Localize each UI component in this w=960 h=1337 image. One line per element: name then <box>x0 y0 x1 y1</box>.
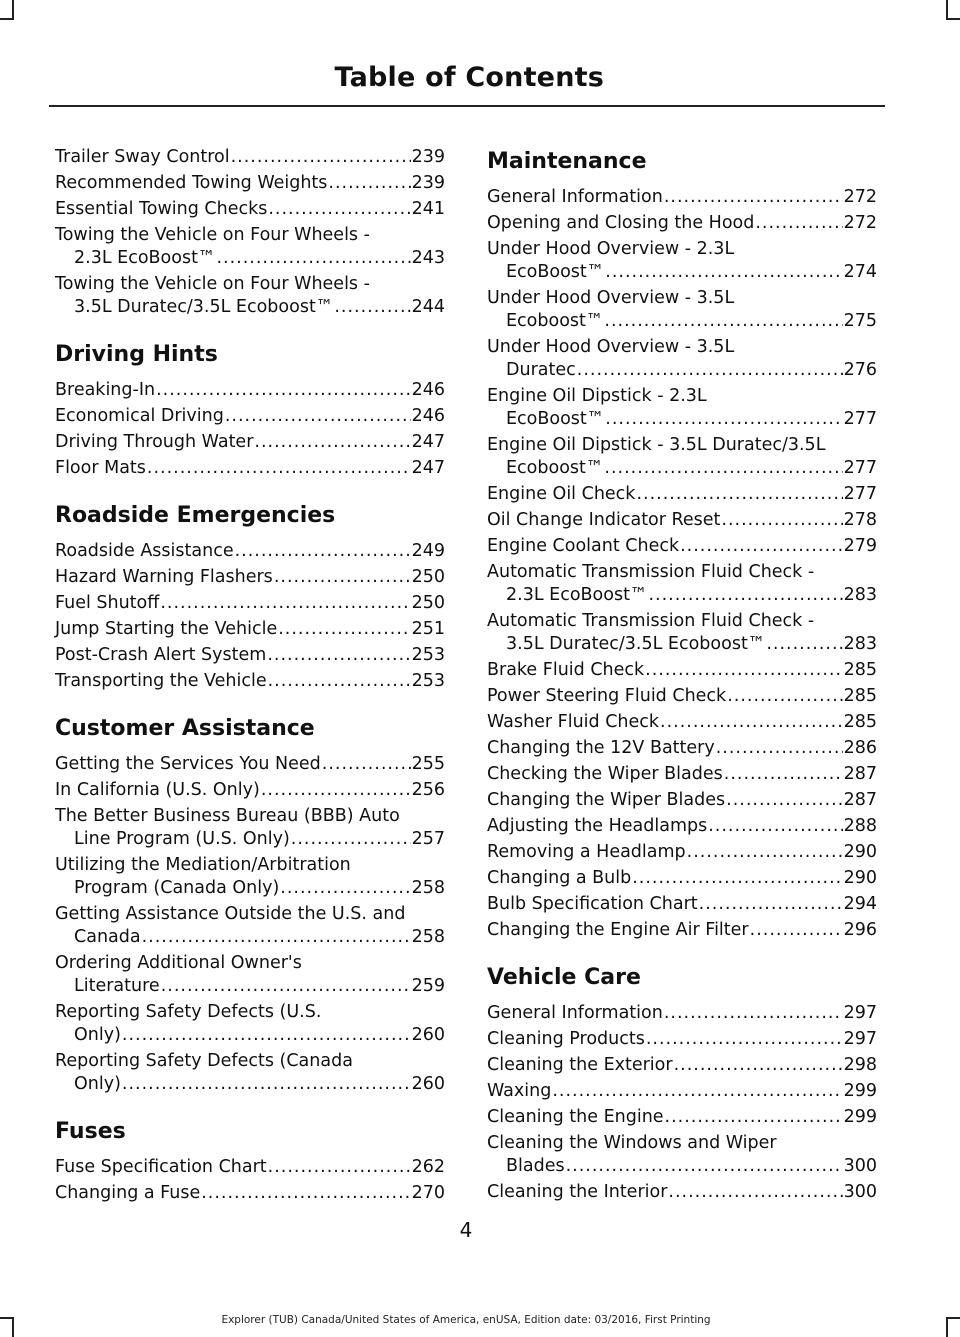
toc-entry-page: 279 <box>843 536 877 556</box>
toc-entry-page: 247 <box>411 432 445 452</box>
toc-entry-page: 246 <box>411 406 445 426</box>
header-divider <box>49 105 885 107</box>
toc-entry[interactable] <box>55 1156 445 1179</box>
dot-leader <box>160 592 410 615</box>
dot-leader <box>225 405 411 428</box>
toc-entry-label: Cleaning the Exterior <box>487 1055 673 1075</box>
dot-leader <box>268 670 411 693</box>
toc-entry-label: Line Program (U.S. Only) <box>74 829 290 849</box>
toc-entry[interactable] <box>487 763 877 786</box>
dot-leader <box>261 779 411 802</box>
toc-entry-label: Duratec <box>506 360 576 380</box>
toc-entry[interactable] <box>55 224 445 270</box>
section-heading: Fuses <box>55 1119 126 1144</box>
toc-entry[interactable] <box>487 1054 877 1077</box>
toc-entry-page: 272 <box>843 213 877 233</box>
toc-entry[interactable] <box>487 212 877 235</box>
toc-entry-label: Engine Oil Check <box>487 484 636 504</box>
toc-entry-page: 244 <box>411 297 445 317</box>
toc-entry-label: Utilizing the Mediation/Arbitration <box>55 855 351 875</box>
toc-entry-label: Breaking-In <box>55 380 156 400</box>
dot-leader <box>724 763 843 786</box>
toc-entry-label: 3.5L Duratec/3.5L Ecoboost™ <box>74 297 334 317</box>
crop-mark <box>0 18 14 20</box>
toc-entry-label: Under Hood Overview - 3.5L <box>487 288 735 308</box>
toc-entry-label: The Better Business Bureau (BBB) Auto <box>55 806 400 826</box>
toc-entry-page: 253 <box>411 671 445 691</box>
toc-entry[interactable] <box>55 198 445 221</box>
dot-leader <box>674 1054 843 1077</box>
toc-entry-label: Engine Coolant Check <box>487 536 680 556</box>
toc-entry-page: 285 <box>843 712 877 732</box>
dot-leader <box>726 789 842 812</box>
section-heading: Maintenance <box>487 149 647 174</box>
toc-entry[interactable] <box>55 540 445 563</box>
dot-leader <box>687 841 843 864</box>
toc-entry-page: 287 <box>843 790 877 810</box>
toc-entry-page: 277 <box>843 458 877 478</box>
dot-leader <box>216 247 410 270</box>
toc-entry-label: Getting Assistance Outside the U.S. and <box>55 904 406 924</box>
dot-leader <box>577 359 843 382</box>
toc-entry-page: 277 <box>843 484 877 504</box>
dot-leader <box>604 457 842 480</box>
toc-entry-page: 290 <box>843 842 877 862</box>
toc-entry-label: Automatic Transmission Fluid Check - <box>487 611 815 631</box>
toc-entry-page: 290 <box>843 868 877 888</box>
dot-leader <box>716 737 843 760</box>
section-heading: Vehicle Care <box>487 965 641 990</box>
toc-entry[interactable] <box>55 805 445 851</box>
toc-entry-label: Power Steering Fluid Check <box>487 686 727 706</box>
dot-leader <box>566 1155 843 1178</box>
toc-entry-page: 243 <box>411 248 445 268</box>
toc-entry-label: Ecoboost™ <box>506 458 604 478</box>
toc-entry-page: 285 <box>843 660 877 680</box>
dot-leader <box>708 815 842 838</box>
toc-entry-label: Program (Canada Only) <box>74 878 280 898</box>
toc-entry-label: Washer Fluid Check <box>487 712 660 732</box>
toc-entry-label: Reporting Safety Defects (U.S. <box>55 1002 322 1022</box>
toc-entry-label: Floor Mats <box>55 458 146 478</box>
toc-entry[interactable] <box>55 618 445 641</box>
toc-entry-label: 2.3L EcoBoost™ <box>506 585 648 605</box>
toc-entry-page: 298 <box>843 1055 877 1075</box>
toc-entry-page: 262 <box>411 1157 445 1177</box>
toc-entry-page: 278 <box>843 510 877 530</box>
dot-leader <box>750 919 843 942</box>
dot-leader <box>604 310 842 333</box>
toc-entry[interactable] <box>487 841 877 864</box>
toc-entry-label: Changing a Fuse <box>55 1183 201 1203</box>
toc-entry-label: Transporting the Vehicle <box>55 671 267 691</box>
toc-entry-page: 258 <box>411 878 445 898</box>
section-heading: Roadside Emergencies <box>55 503 336 528</box>
dot-leader <box>235 540 411 563</box>
toc-entry-page: 258 <box>411 927 445 947</box>
page-number: 4 <box>459 1218 473 1242</box>
toc-entry-label: Post-Crash Alert System <box>55 645 267 665</box>
toc-entry[interactable] <box>55 1050 445 1096</box>
crop-mark <box>946 0 948 20</box>
toc-entry-label: Adjusting the Headlamps <box>487 816 708 836</box>
dot-leader <box>664 1002 843 1025</box>
toc-entry-label: Getting the Services You Need <box>55 754 321 774</box>
toc-entry-label: Reporting Safety Defects (Canada <box>55 1051 353 1071</box>
toc-entry[interactable] <box>487 815 877 838</box>
toc-entry-page: 286 <box>843 738 877 758</box>
dot-leader <box>646 1028 843 1051</box>
toc-entry-label: Economical Driving <box>55 406 224 426</box>
toc-entry-label: Canada <box>74 927 141 947</box>
toc-entry-label: Changing the 12V Battery <box>487 738 715 758</box>
toc-entry-label: Literature <box>74 976 160 996</box>
toc-entry[interactable] <box>487 1132 877 1178</box>
toc-entry-page: 259 <box>411 976 445 996</box>
dot-leader <box>680 535 842 558</box>
toc-entry[interactable] <box>55 146 445 169</box>
dot-leader <box>552 1080 842 1103</box>
dot-leader <box>122 1073 411 1096</box>
toc-entry-label: Bulb Specification Chart <box>487 894 698 914</box>
dot-leader <box>665 1106 843 1129</box>
dot-leader <box>334 296 410 319</box>
dot-leader <box>605 408 842 431</box>
toc-entry-page: 270 <box>411 1183 445 1203</box>
toc-entry[interactable] <box>487 893 877 916</box>
toc-entry[interactable] <box>55 172 445 195</box>
toc-entry[interactable] <box>487 483 877 506</box>
toc-entry-page: 239 <box>411 147 445 167</box>
toc-entry-label: Only) <box>74 1074 121 1094</box>
toc-entry-label: Blades <box>506 1156 565 1176</box>
toc-entry-label: Changing the Engine Air Filter <box>487 920 749 940</box>
toc-entry-label: Only) <box>74 1025 121 1045</box>
toc-entry[interactable] <box>487 535 877 558</box>
dot-leader <box>636 483 842 506</box>
toc-entry[interactable] <box>55 405 445 428</box>
toc-entry-page: 296 <box>843 920 877 940</box>
toc-entry-label: Engine Oil Dipstick - 2.3L <box>487 386 707 406</box>
section-heading: Customer Assistance <box>55 716 315 741</box>
toc-entry-page: 260 <box>411 1074 445 1094</box>
crop-mark <box>946 18 960 20</box>
toc-entry-label: Recommended Towing Weights <box>55 173 328 193</box>
toc-entry-label: Hazard Warning Flashers <box>55 567 273 587</box>
toc-entry-label: Jump Starting the Vehicle <box>55 619 278 639</box>
dot-leader <box>721 509 842 532</box>
toc-entry-label: Waxing <box>487 1081 552 1101</box>
toc-entry-label: In California (U.S. Only) <box>55 780 260 800</box>
toc-entry-page: 288 <box>843 816 877 836</box>
toc-entry[interactable] <box>55 566 445 589</box>
toc-entry-label: Towing the Vehicle on Four Wheels - <box>55 274 370 294</box>
toc-entry-page: 276 <box>843 360 877 380</box>
toc-entry-label: Cleaning the Interior <box>487 1182 668 1202</box>
toc-entry[interactable] <box>487 711 877 734</box>
toc-entry[interactable] <box>55 644 445 667</box>
toc-entry-label: General Information <box>487 187 663 207</box>
toc-entry-page: 294 <box>843 894 877 914</box>
toc-entry[interactable] <box>487 1181 877 1204</box>
dot-leader <box>291 828 411 851</box>
toc-entry-label: EcoBoost™ <box>506 409 605 429</box>
toc-entry[interactable] <box>55 1182 445 1205</box>
toc-entry[interactable] <box>487 336 877 382</box>
dot-leader <box>156 379 411 402</box>
dot-leader <box>231 146 411 169</box>
dot-leader <box>645 659 842 682</box>
toc-entry[interactable] <box>55 592 445 615</box>
toc-entry-page: 287 <box>843 764 877 784</box>
toc-entry-page: 299 <box>843 1081 877 1101</box>
toc-entry-label: Removing a Headlamp <box>487 842 686 862</box>
crop-mark <box>946 1317 960 1319</box>
toc-entry-page: 249 <box>411 541 445 561</box>
toc-entry-page: 260 <box>411 1025 445 1045</box>
toc-entry-page: 247 <box>411 458 445 478</box>
dot-leader <box>122 1024 411 1047</box>
dot-leader <box>648 584 842 607</box>
toc-entry[interactable] <box>55 273 445 319</box>
toc-entry-label: Changing the Wiper Blades <box>487 790 726 810</box>
toc-entry-page: 250 <box>411 593 445 613</box>
dot-leader <box>268 198 410 221</box>
dot-leader <box>664 186 843 209</box>
toc-entry-page: 251 <box>411 619 445 639</box>
toc-entry-label: Changing a Bulb <box>487 868 632 888</box>
dot-leader <box>632 867 842 890</box>
toc-entry-page: 299 <box>843 1107 877 1127</box>
toc-entry-page: 250 <box>411 567 445 587</box>
toc-entry[interactable] <box>487 659 877 682</box>
dot-leader <box>660 711 843 734</box>
toc-entry-label: Opening and Closing the Hood <box>487 213 755 233</box>
toc-entry-label: Under Hood Overview - 2.3L <box>487 239 735 259</box>
page-title: Table of Contents <box>334 62 604 93</box>
toc-entry[interactable] <box>487 919 877 942</box>
toc-entry-label: Fuel Shutoff <box>55 593 160 613</box>
toc-entry[interactable] <box>487 434 877 480</box>
toc-entry-label: Essential Towing Checks <box>55 199 268 219</box>
toc-right-column <box>487 146 877 1207</box>
toc-entry-label: Engine Oil Dipstick - 3.5L Duratec/3.5L <box>487 435 826 455</box>
toc-entry[interactable] <box>487 1080 877 1103</box>
toc-entry[interactable] <box>487 1002 877 1025</box>
toc-entry-label: Oil Change Indicator Reset <box>487 510 721 530</box>
toc-entry-page: 277 <box>843 409 877 429</box>
toc-entry-page: 300 <box>843 1182 877 1202</box>
footer-edition-info: Explorer (TUB) Canada/United States of America, enUSA, Edition date: 03/2016, First Printing <box>221 1314 711 1326</box>
dot-leader <box>254 431 410 454</box>
crop-mark <box>946 1317 948 1337</box>
dot-leader <box>328 172 410 195</box>
toc-entry-page: 283 <box>843 634 877 654</box>
toc-entry[interactable] <box>55 1001 445 1047</box>
toc-entry-label: Fuse Specification Chart <box>55 1157 267 1177</box>
section-heading: Driving Hints <box>55 342 218 367</box>
toc-entry-page: 256 <box>411 780 445 800</box>
dot-leader <box>161 975 411 998</box>
toc-entry-page: 246 <box>411 380 445 400</box>
toc-entry[interactable] <box>487 685 877 708</box>
toc-entry-label: Cleaning the Windows and Wiper <box>487 1133 777 1153</box>
toc-entry-page: 241 <box>411 199 445 219</box>
toc-entry-label: Cleaning Products <box>487 1029 645 1049</box>
toc-entry[interactable] <box>487 789 877 812</box>
toc-entry-label: Driving Through Water <box>55 432 254 452</box>
toc-entry[interactable] <box>487 561 877 607</box>
toc-entry-page: 272 <box>843 187 877 207</box>
toc-entry[interactable] <box>55 903 445 949</box>
dot-leader <box>274 566 411 589</box>
toc-entry-page: 300 <box>843 1156 877 1176</box>
toc-entry-label: Cleaning the Engine <box>487 1107 664 1127</box>
dot-leader <box>755 212 842 235</box>
toc-entry-label: Roadside Assistance <box>55 541 234 561</box>
toc-entry[interactable] <box>487 867 877 890</box>
toc-entry[interactable] <box>487 385 877 431</box>
toc-entry-label: Under Hood Overview - 3.5L <box>487 337 735 357</box>
toc-entry[interactable] <box>487 737 877 760</box>
dot-leader <box>280 877 410 900</box>
toc-entry[interactable] <box>55 379 445 402</box>
dot-leader <box>605 261 842 284</box>
dot-leader <box>727 685 842 708</box>
toc-entry-page: 297 <box>843 1029 877 1049</box>
toc-entry[interactable] <box>55 670 445 693</box>
dot-leader <box>142 926 411 949</box>
toc-entry[interactable] <box>487 186 877 209</box>
toc-entry-label: Checking the Wiper Blades <box>487 764 723 784</box>
toc-entry-page: 257 <box>411 829 445 849</box>
toc-entry[interactable] <box>487 1106 877 1129</box>
toc-entry[interactable] <box>487 509 877 532</box>
toc-entry-label: 3.5L Duratec/3.5L Ecoboost™ <box>506 634 766 654</box>
toc-entry[interactable] <box>487 287 877 333</box>
toc-entry-page: 285 <box>843 686 877 706</box>
dot-leader <box>268 1156 411 1179</box>
dot-leader <box>668 1181 842 1204</box>
dot-leader <box>278 618 410 641</box>
toc-entry-label: Automatic Transmission Fluid Check - <box>487 562 815 582</box>
toc-entry-page: 275 <box>843 311 877 331</box>
toc-entry[interactable] <box>487 238 877 284</box>
toc-entry-label: Brake Fluid Check <box>487 660 645 680</box>
toc-entry[interactable] <box>55 854 445 900</box>
toc-entry-page: 253 <box>411 645 445 665</box>
toc-entry-page: 283 <box>843 585 877 605</box>
toc-entry[interactable] <box>487 610 877 656</box>
toc-entry-page: 239 <box>411 173 445 193</box>
toc-entry-label: EcoBoost™ <box>506 262 605 282</box>
toc-entry-label: Trailer Sway Control <box>55 147 230 167</box>
dot-leader <box>267 644 410 667</box>
toc-entry[interactable] <box>55 431 445 454</box>
toc-entry[interactable] <box>487 1028 877 1051</box>
toc-entry-label: 2.3L EcoBoost™ <box>74 248 216 268</box>
crop-mark <box>12 0 14 20</box>
toc-entry-label: General Information <box>487 1003 663 1023</box>
dot-leader <box>322 753 411 776</box>
toc-entry-page: 274 <box>843 262 877 282</box>
toc-entry[interactable] <box>55 457 445 480</box>
dot-leader <box>147 457 411 480</box>
toc-entry-page: 255 <box>411 754 445 774</box>
toc-entry-label: Ordering Additional Owner's <box>55 953 302 973</box>
toc-entry-label: Towing the Vehicle on Four Wheels - <box>55 225 370 245</box>
toc-entry[interactable] <box>55 952 445 998</box>
toc-entry-page: 297 <box>843 1003 877 1023</box>
dot-leader <box>699 893 843 916</box>
toc-entry-label: Ecoboost™ <box>506 311 604 331</box>
dot-leader <box>201 1182 410 1205</box>
toc-entry[interactable] <box>55 753 445 776</box>
dot-leader <box>766 633 842 656</box>
toc-entry[interactable] <box>55 779 445 802</box>
toc-left-column <box>55 146 445 1208</box>
